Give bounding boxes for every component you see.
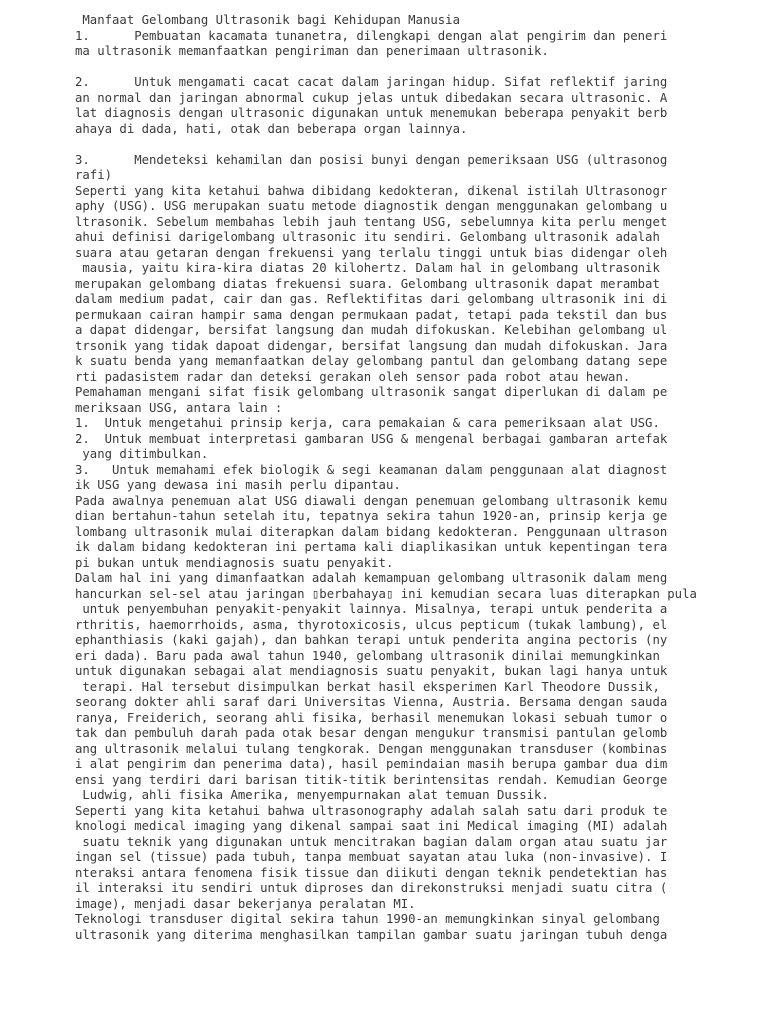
text-line: Teknologi transduser digital sekira tahun 1990-an memungkinkan sinyal gelombang [75, 912, 660, 926]
text-line: Pemahaman mengani sifat fisik gelombang ultrasonik sangat diperlukan di dalam pe [75, 385, 668, 399]
text-line: ephanthiasis (kaki gajah), dan bahkan terapi untuk penderita angina pectoris (ny [75, 633, 668, 647]
text-line: suatu teknik yang digunakan untuk mencitrakan bagian dalam organ atau suatu jar [75, 834, 668, 849]
text-line: Ludwig, ahli fisika Amerika, menyempurnakan alat temuan Dussik. [75, 788, 549, 802]
text-line: eri dada). Baru pada awal tahun 1940, gelombang ultrasonik dinilai memungkinkan [75, 648, 660, 663]
text-line: lombang ultrasonik mulai diterapkan dalam bidang kedokteran. Penggunaan ultrason [75, 524, 668, 539]
text-line: ma ultrasonik memanfaatkan pengiriman dan penerimaan ultrasonik. [75, 44, 549, 58]
text-line: Pada awalnya penemuan alat USG diawali dengan penemuan gelombang ultrasonik kemu [75, 493, 668, 508]
text-line: lat diagnosis dengan ultrasonic digunakan untuk menemukan beberapa penyakit berb [75, 106, 668, 120]
text-line: dalam medium padat, cair dan gas. Reflektifitas dari gelombang ultrasonik ini di [75, 292, 668, 306]
text-line: yang ditimbulkan. [75, 447, 209, 461]
text-line: pi bukan untuk mendiagnosis suatu penyakit. [75, 555, 394, 570]
text-line: ik dalam bidang kedokteran ini pertama kali diaplikasikan untuk kepentingan tera [75, 540, 668, 554]
text-line: rafi) [75, 168, 113, 182]
blank-line [75, 60, 755, 76]
text-line: ultrasonik yang diterima menghasilkan tampilan gambar suatu jaringan tubuh denga [75, 927, 668, 942]
text-line: hancurkan sel-sel atau jaringan ▯berbahaya▯ ini kemudian secara luas diterapkan pula [75, 586, 697, 601]
text-line: dian bertahun-tahun setelah itu, tepatnya sekira tahun 1920-an, prinsip kerja ge [75, 509, 668, 523]
text-line: suara atau getaran dengan frekuensi yang terlalu tinggi untuk bias didengar oleh [75, 245, 668, 260]
text-line: meriksaan USG, antara lain : [75, 400, 283, 415]
text-line: il interaksi itu sendiri untuk diproses dan direkonstruksi menjadi suatu citra ( [75, 881, 668, 895]
text-line: rthritis, haemorrhoids, asma, thyrotoxicosis, ulcus pepticum (tukak lambung), el [75, 617, 668, 632]
text-line: Dalam hal ini yang dimanfaatkan adalah kemampuan gelombang ultrasonik dalam meng [75, 571, 668, 585]
text-line: 3. Mendeteksi kehamilan dan posisi bunyi dengan pemeriksaan USG (ultrasonog [75, 152, 668, 167]
text-line: 1. Pembuatan kacamata tunanetra, dilengkapi dengan alat pengirim dan peneri [75, 28, 668, 43]
text-line: ahui definisi darigelombang ultrasonic itu sendiri. Gelombang ultrasonik adalah [75, 230, 660, 244]
text-line: permukaan cairan hampir sama dengan permukaan padat, tetapi pada tekstil dan bus [75, 307, 668, 322]
text-line: ranya, Freiderich, seorang ahli fisika, berhasil menemukan lokasi sebuah tumor o [75, 710, 668, 725]
document-page [75, 13, 755, 943]
text-line: seorang dokter ahli saraf dari Universitas Vienna, Austria. Bersama dengan sauda [75, 695, 668, 709]
text-line: untuk penyembuhan penyakit-penyakit lainnya. Misalnya, terapi untuk penderita a [75, 602, 668, 616]
text-line: merupakan gelombang diatas frekuensi suara. Gelombang ultrasonik dapat merambat [75, 276, 660, 291]
text-line: Seperti yang kita ketahui bahwa ultrasonography adalah salah satu dari produk te [75, 803, 668, 818]
text-line: ltrasonik. Sebelum membahas lebih jauh tentang USG, sebelumnya kita perlu menget [75, 214, 668, 229]
blank-line [75, 137, 755, 153]
text-line: mausia, yaitu kira-kira diatas 20 kilohertz. Dalam hal in gelombang ultrasonik [75, 261, 660, 275]
list-item: 3. Untuk memahami efek biologik & segi keamanan dalam penggunaan alat diagnost [75, 462, 668, 477]
text-line: ingan sel (tissue) pada tubuh, tanpa membuat sayatan atau luka (non-invasive). I [75, 850, 668, 864]
list-item: 2. Untuk membuat interpretasi gambaran USG & mengenal berbagai gambaran artefak [75, 431, 668, 446]
text-line: terapi. Hal tersebut disimpulkan berkat hasil eksperimen Karl Theodore Dussik, [75, 679, 660, 694]
text-line: k suatu benda yang memanfaatkan delay gelombang pantul dan gelombang datang sepe [75, 354, 668, 368]
document-title: Manfaat Gelombang Ultrasonik bagi Kehidupan Manusia [75, 13, 460, 27]
text-line: 2. Untuk mengamati cacat cacat dalam jaringan hidup. Sifat reflektif jaring [75, 75, 668, 89]
text-line: image), menjadi dasar bekerjanya peralatan MI. [75, 896, 416, 911]
text-line: ik USG yang dewasa ini masih perlu dipantau. [75, 478, 401, 492]
text-line: untuk digunakan sebagai alat mendiagnosis suatu penyakit, bukan lagi hanya untuk [75, 664, 668, 678]
text-line: i alat pengirim dan penerima data), hasil pemindaian masih berupa gambar dua dim [75, 757, 668, 771]
text-line: ensi yang terdiri dari barisan titik-titik berintensitas rendah. Kemudian George [75, 772, 668, 787]
text-line: trsonik yang tidak dapoat didengar, bersifat langsung dan mudah difokuskan. Jara [75, 338, 668, 353]
text-line: nteraksi antara fenomena fisik tissue dan diikuti dengan teknik pendetektian has [75, 865, 668, 880]
text-line: rti padasistem radar dan deteksi gerakan oleh sensor pada robot atau hewan. [75, 369, 631, 384]
text-line: an normal dan jaringan abnormal cukup jelas untuk dibedakan secara ultrasonic. A [75, 90, 668, 105]
text-line: Seperti yang kita ketahui bahwa dibidang kedokteran, dikenal istilah Ultrasonogr [75, 183, 668, 198]
text-line: a dapat didengar, bersifat langsung dan mudah difokuskan. Kelebihan gelombang ul [75, 323, 668, 337]
text-line: aphy (USG). USG merupakan suatu metode diagnostik dengan menggunakan gelombang u [75, 199, 668, 213]
list-item: 1. Untuk mengetahui prinsip kerja, cara pemakaian & cara pemeriksaan alat USG. [75, 416, 660, 430]
text-line: ang ultrasonik melalui tulang tengkorak. Dengan menggunakan transduser (kombinas [75, 741, 668, 756]
text-line: ahaya di dada, hati, otak dan beberapa organ lainnya. [75, 121, 468, 136]
text-line: knologi medical imaging yang dikenal sampai saat ini Medical imaging (MI) adalah [75, 819, 668, 833]
text-line: tak dan pembuluh darah pada otak besar dengan mengukur transmisi pantulan gelomb [75, 726, 668, 740]
